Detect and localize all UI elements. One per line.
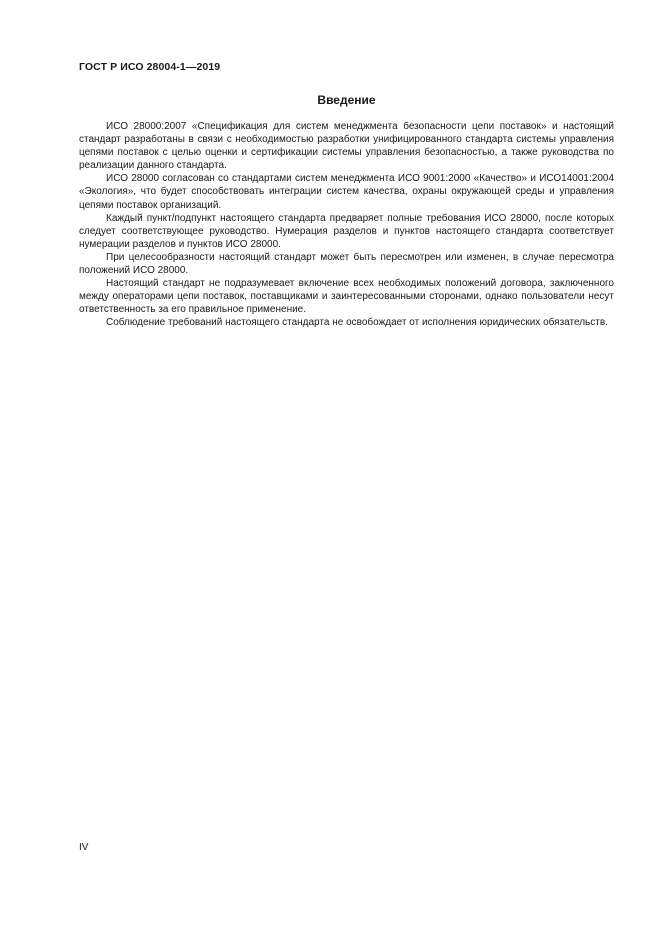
document-header-standard-code: ГОСТ Р ИСО 28004-1—2019	[79, 61, 221, 73]
section-title	[0, 93, 661, 107]
paragraph-4: При целесообразности настоящий стандарт может быть пересмотрен или изменен, в случае пересмотра положений ИСО 28000.	[79, 251, 614, 277]
paragraph-3: Каждый пункт/подпункт настоящего стандарта предваряет полные требования ИСО 28000, после которых следует соответствующее руководство. Нумерация разделов и пунктов настоящего стандарта соответствует нумерации разделов и пунктов ИСО 28000.	[79, 212, 614, 250]
paragraph-1: ИСО 28000:2007 «Спецификация для систем менеджмента безопасности цепи поставок» и настоящий стандарт разработаны в связи с необходимостью разработки унифицированного стандарта системы управления цепями поставок с целью оценки и сертификации системы управления безопасностью, а также руководства по реализации данного стандарта.	[79, 121, 614, 172]
introduction-body	[79, 120, 614, 330]
paragraph-5: Настоящий стандарт не подразумевает включение всех необходимых положений договора, заключенного между операторами цепи поставок, поставщиками и заинтересованными сторонами, однако пользователи несут ответственность за его правильное применение.	[79, 278, 614, 316]
paragraph-2: ИСО 28000 согласован со стандартами систем менеджмента ИСО 9001:2000 «Качество» и ИСО14001:2004 «Экология», что будет способствовать интеграции систем качества, охраны окружающей среды и управления цепями поставок организаций.	[79, 173, 614, 211]
section-title-text: Введение	[317, 93, 376, 107]
page-number: IV	[79, 842, 89, 853]
paragraph-6: Соблюдение требований настоящего стандарта не освобождает от исполнения юридических обязательств.	[106, 317, 608, 329]
